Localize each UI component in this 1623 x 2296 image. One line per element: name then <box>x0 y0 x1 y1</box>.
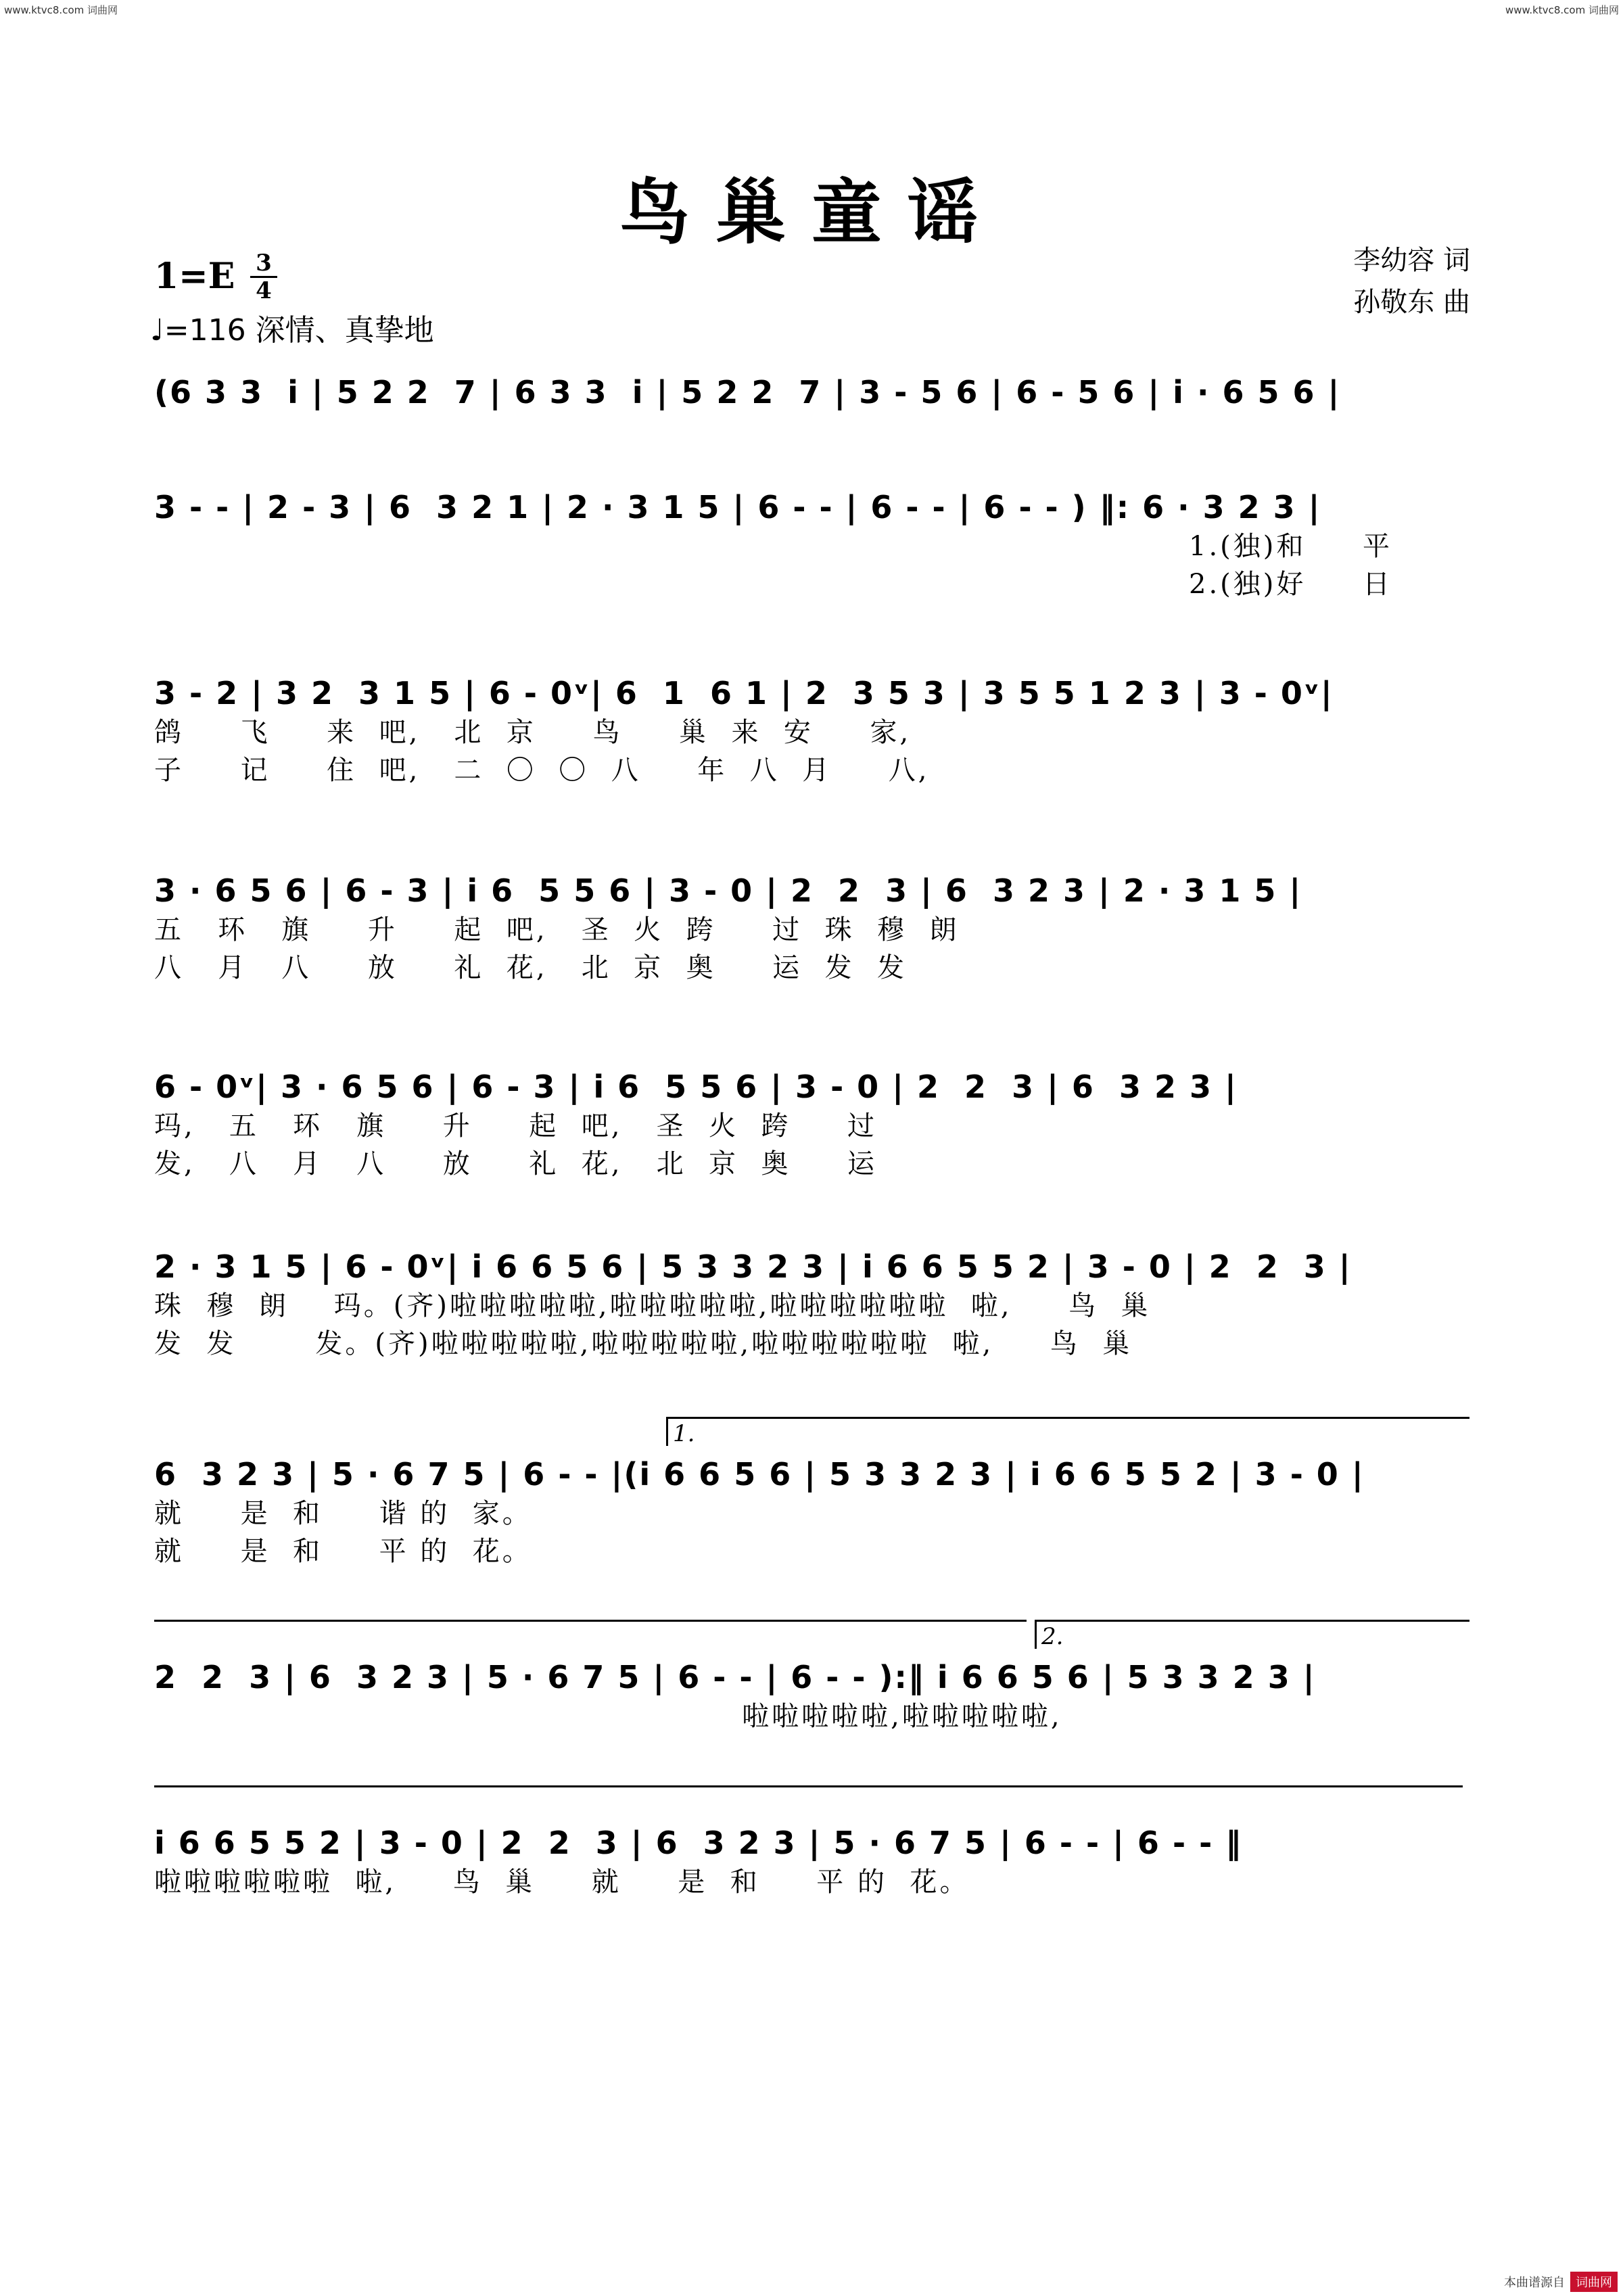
notation-line: 3 - 2 | 3 2 3 1 5 | 6 - 0ᵛ| 6 1 6 1 | 2 3 5 3 | 3 5 5 1 2 3 | 3 - 0ᵛ| <box>154 675 1334 711</box>
volta-label: 1. <box>673 1420 695 1447</box>
lyric-line-1: 玛, 五 环 旗 升 起 吧, 圣 火 跨 过 <box>154 1110 878 1142</box>
lyric-line-2: 就 是 和 平 的 花。 <box>154 1536 532 1567</box>
volta-bracket <box>1035 1622 1037 1649</box>
notation-line: (6 3 3 i | 5 2 2 7 | 6 3 3 i | 5 2 2 7 | 3 - 5 6 | 6 - 5 6 | i · 6 5 6 | <box>154 374 1341 411</box>
notation-line: 2 2 3 | 6 3 2 3 | 5 · 6 7 5 | 6 - - | 6 - - ):‖ i 6 6 5 6 | 5 3 3 2 3 | <box>154 1659 1316 1695</box>
score-system-8 <box>154 1657 1470 1735</box>
tempo-marking: ♩=116 深情、真挚地 <box>150 313 434 348</box>
notation-line: 6 3 2 3 | 5 · 6 7 5 | 6 - - |(i 6 6 5 6 | 5 3 3 2 3 | i 6 6 5 5 2 | 3 - 0 | <box>154 1456 1365 1493</box>
volta-first-ending-continued <box>154 1620 1027 1622</box>
notation-line: 2 · 3 1 5 | 6 - 0ᵛ| i 6 6 5 6 | 5 3 3 2 3 | i 6 6 5 5 2 | 3 - 0 | 2 2 3 | <box>154 1248 1352 1285</box>
lyric-line-1: 就 是 和 谐 的 家。 <box>154 1498 532 1529</box>
score-system-3 <box>154 673 1470 789</box>
score-system-5 <box>154 1067 1470 1183</box>
volta-label: 2. <box>1041 1623 1064 1650</box>
score-system-6 <box>154 1246 1470 1363</box>
lyric-line-1: 啦啦啦啦啦啦 啦, 鸟 巢 就 是 和 平 的 花。 <box>154 1867 970 1898</box>
lyric-line-1: 鸽 飞 来 吧, 北 京 鸟 巢 来 安 家, <box>154 717 912 748</box>
notation-line: 6 - 0ᵛ| 3 · 6 5 6 | 6 - 3 | i 6 5 5 6 | 3 - 0 | 2 2 3 | 6 3 2 3 | <box>154 1069 1238 1105</box>
watermark-left: www.ktvc8.com 词曲网 <box>4 4 118 16</box>
lyric-line-1: 五 环 旗 升 起 吧, 圣 火 跨 过 珠 穆 朗 <box>154 914 960 945</box>
lyric-line-1: 1.(独)和 平 <box>1189 531 1392 562</box>
watermark-right: www.ktvc8.com 词曲网 <box>1505 4 1619 16</box>
lyric-line-2: 发 发 发。(齐)啦啦啦啦啦,啦啦啦啦啦,啦啦啦啦啦啦 啦, 鸟 巢 <box>154 1328 1133 1359</box>
lyricist-credit: 李幼容 词 <box>1353 245 1470 276</box>
volta-second-ending <box>1035 1620 1469 1650</box>
time-signature-top: 3 <box>256 250 272 277</box>
notation-line: 3 - - | 2 - 3 | 6 3 2 1 | 2 · 3 1 5 | 6 - - | 6 - - | 6 - - ) ‖: 6 · 3 2 3 | <box>154 489 1321 525</box>
score-system-2 <box>154 487 1470 603</box>
song-title: 鸟巢童谣 <box>619 171 1004 254</box>
volta-bracket <box>666 1419 668 1446</box>
score-system-7 <box>154 1454 1470 1570</box>
lyric-line-1: 珠 穆 朗 玛。(齐)啦啦啦啦啦,啦啦啦啦啦,啦啦啦啦啦啦 啦, 鸟 巢 <box>154 1290 1151 1321</box>
lyric-line-2: 2.(独)好 日 <box>1189 569 1392 600</box>
notation-line: i 6 6 5 5 2 | 3 - 0 | 2 2 3 | 6 3 2 3 | 5 · 6 7 5 | 6 - - | 6 - - ‖ <box>154 1825 1243 1861</box>
volta-first-ending <box>666 1417 1469 1447</box>
footer-badge: 词曲网 <box>1570 2272 1618 2292</box>
lyric-line-1: 啦啦啦啦啦,啦啦啦啦啦, <box>154 1701 1062 1732</box>
time-signature-bottom: 4 <box>256 277 272 304</box>
score-system-9 <box>154 1823 1470 1901</box>
volta-second-ending-continued <box>154 1785 1463 1787</box>
footer <box>1504 2272 1618 2292</box>
time-signature <box>250 252 277 302</box>
notation-line: 3 · 6 5 6 | 6 - 3 | i 6 5 5 6 | 3 - 0 | 2 2 3 | 6 3 2 3 | 2 · 3 1 5 | <box>154 872 1302 909</box>
lyric-line-2: 八 月 八 放 礼 花, 北 京 奥 运 发 发 <box>154 952 908 983</box>
lyric-line-2: 发, 八 月 八 放 礼 花, 北 京 奥 运 <box>154 1148 878 1179</box>
key-signature: 1=E <box>154 256 235 297</box>
credits <box>1353 239 1470 323</box>
footer-text: 本曲谱源自 <box>1504 2276 1565 2290</box>
score-system-4 <box>154 870 1470 987</box>
score-system-1 <box>154 372 1470 413</box>
composer-credit: 孙敬东 曲 <box>1353 287 1470 318</box>
lyric-line-2: 子 记 住 吧, 二 〇 〇 八 年 八 月 八, <box>154 755 930 786</box>
